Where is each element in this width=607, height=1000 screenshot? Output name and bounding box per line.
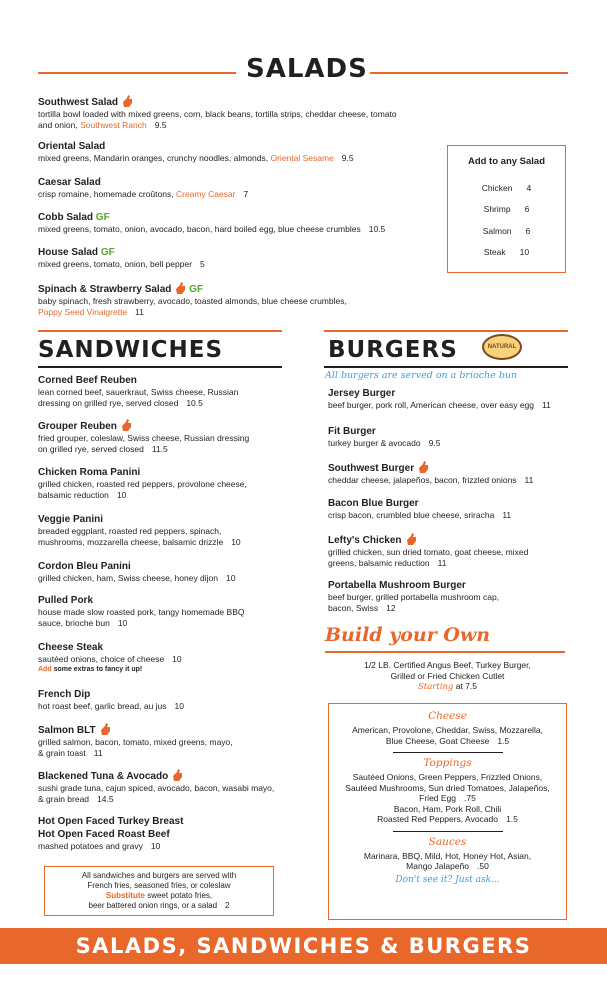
salads-title: SALADS [246, 54, 368, 84]
hand-pointer-icon [121, 94, 133, 108]
item-price: 10 [174, 701, 184, 711]
item-description-cont: balsamic reduction [38, 489, 109, 500]
toppings-line: Fried Egg [419, 793, 457, 803]
item-name: Southwest Salad [38, 97, 119, 108]
hand-pointer-icon [405, 532, 417, 546]
burger-item [328, 532, 578, 568]
salad-item-caesar [38, 176, 438, 200]
toppings-line: Bacon, Ham, Pork Roll, Chili [393, 803, 502, 814]
sandwiches-title: SANDWICHES [38, 337, 224, 363]
item-price: 9.5 [154, 119, 167, 130]
item-price: 11 [135, 306, 144, 317]
sides-note-box [44, 866, 274, 916]
burgers-rule-bottom [324, 366, 568, 368]
footer-banner [0, 928, 607, 964]
sandwich-item [38, 594, 288, 628]
footer-title: SALADS, SANDWICHES & BURGERS [75, 934, 532, 958]
item-price: 10.5 [186, 397, 203, 408]
item-description: lean corned beef, sauerkraut, Swiss cheese, Russian [38, 387, 239, 397]
build-intro [328, 660, 567, 693]
sauces-line: Marinara, BBQ, Mild, Hot, Honey Hot, Asian, [363, 850, 532, 861]
item-description-cont: greens, balsamic reduction [328, 557, 430, 568]
sandwich-item [38, 513, 288, 547]
item-description: turkey burger & avocado [328, 438, 421, 448]
cheese-title: Cheese [428, 710, 467, 722]
item-name: Hot Open Faced Roast Beef [38, 829, 170, 840]
burgers-rule-top [324, 330, 568, 332]
item-price: 10 [116, 489, 127, 500]
addon-price: 10 [519, 247, 530, 258]
item-name: Bacon Blue Burger [328, 498, 419, 509]
item-name: Cordon Bleu Panini [38, 561, 131, 572]
burger-item [328, 387, 578, 411]
item-description: hot roast beef, garlic bread, au jus [38, 701, 167, 711]
addon-price: 6 [525, 225, 531, 236]
sandwich-item [38, 418, 288, 454]
toppings-price: .75 [464, 793, 476, 803]
sides-line: beer battered onion rings, or a salad [88, 901, 218, 910]
hand-pointer-icon [174, 281, 186, 295]
item-description: mixed greens, tomato, onion, bell pepper [38, 259, 193, 269]
item-description: baby spinach, fresh strawberry, avocado, toasted almonds, blue cheese crumbles, [38, 296, 347, 306]
item-price: 11.5 [151, 443, 168, 454]
build-rule [325, 651, 565, 653]
add-to-salad-title: Add to any Salad [467, 156, 546, 167]
gluten-free-badge: GF [95, 212, 110, 223]
dont-see-note: Don't see it? Just ask... [395, 874, 500, 885]
burger-item [328, 579, 578, 613]
sandwich-item [38, 815, 288, 852]
build-intro-line: Grilled or Fried Chicken Cutlet [390, 670, 505, 681]
gluten-free-badge: GF [100, 247, 115, 258]
addon-row [448, 177, 565, 199]
item-price: 11 [93, 747, 103, 758]
item-description-cont: sauce, brioche bun [38, 617, 110, 628]
item-name: Chicken Roma Panini [38, 467, 141, 478]
sandwich-item [38, 688, 288, 712]
starting-label: Starting [417, 682, 454, 692]
cheese-price: 1.5 [497, 735, 510, 746]
sandwiches-rule-top [38, 330, 282, 332]
sandwiches-rule-bottom [38, 366, 282, 368]
sides-line: sweet potato fries, [147, 891, 213, 900]
sandwich-item [38, 641, 288, 675]
salad-item-oriental [38, 140, 438, 164]
item-description-cont: bacon, Swiss [328, 602, 379, 613]
item-description-cont: and onion, [38, 119, 78, 130]
item-name: French Dip [38, 689, 91, 700]
build-your-own-title: Build your Own [325, 624, 491, 646]
item-description: grilled chicken, ham, Swiss cheese, honey dijon [38, 573, 219, 583]
item-price: 14.5 [97, 793, 114, 804]
cheese-line: American, Provolone, Cheddar, Swiss, Mozzarella, [352, 725, 543, 735]
salads-rule-right [370, 72, 568, 74]
addon-name: Salmon [482, 225, 512, 236]
salad-item-cobb [38, 211, 438, 235]
item-name: Grouper Reuben [38, 421, 117, 432]
sauces-price: .50 [477, 861, 489, 871]
addon-row [448, 220, 565, 242]
item-description: breaded eggplant, roasted red peppers, spinach, [38, 526, 222, 536]
sides-line: All sandwiches and burgers are served with [81, 871, 237, 880]
toppings-price: 1.5 [506, 814, 518, 824]
addon-price: 6 [524, 204, 530, 215]
item-description-cont: & grain toast [38, 747, 86, 758]
item-price: 10 [226, 573, 236, 583]
salad-item-house [38, 246, 438, 270]
sandwich-item [38, 374, 288, 408]
item-name: House Salad [38, 247, 99, 258]
item-price: 11 [437, 557, 447, 568]
item-description: house made slow roasted pork, tangy homemade BBQ [38, 607, 245, 617]
addon-row [448, 199, 565, 221]
divider [393, 831, 503, 832]
item-price: 11 [502, 510, 512, 520]
item-price: 5 [200, 259, 205, 269]
hand-pointer-icon [417, 460, 429, 474]
burgers-title: BURGERS [328, 337, 458, 363]
sides-line: French fries, seasoned fries, or coleslaw [87, 881, 231, 890]
item-name: Cobb Salad [38, 212, 94, 223]
item-name: Corned Beef Reuben [38, 375, 137, 386]
add-note-text: some extras to fancy it up! [53, 665, 143, 673]
item-name: Caesar Salad [38, 177, 101, 188]
item-dressing: Southwest Ranch [80, 119, 147, 130]
item-name: Jersey Burger [328, 388, 396, 399]
add-to-salad-box [447, 145, 566, 273]
toppings-line: Sautéed Mushrooms, Sun dried Tomatoes, Jalapeños, [345, 782, 550, 793]
item-description: grilled salmon, bacon, tomato, mixed greens, mayo, [38, 737, 233, 747]
item-description: grilled chicken, sun dried tomato, goat cheese, mixed [328, 547, 529, 557]
natural-badge-label: NATURAL [487, 344, 517, 350]
burger-item [328, 497, 578, 521]
burgers-note: All burgers are served on a brioche bun [325, 370, 518, 381]
salad-item-spinach [38, 281, 438, 317]
item-description: sautéed onions, choice of cheese [38, 654, 165, 664]
item-description: beef burger, pork roll, American cheese, over easy egg [328, 400, 535, 410]
item-price: 10 [117, 617, 128, 628]
sandwich-item [38, 768, 298, 804]
item-price: 9.5 [341, 153, 354, 163]
item-name: Salmon BLT [38, 725, 96, 736]
item-price: 10.5 [368, 224, 386, 234]
item-name: Fit Burger [328, 426, 376, 437]
addon-name: Chicken [481, 182, 513, 193]
item-price: 7 [243, 189, 249, 199]
item-description-cont: on grilled rye, served closed [38, 443, 144, 454]
item-description: mixed greens, tomato, onion, avocado, bacon, hard boiled egg, blue cheese crumbles [38, 224, 361, 234]
item-price: 12 [386, 602, 396, 613]
item-price: 10 [231, 536, 241, 547]
item-description-cont: mushrooms, mozzarella cheese, balsamic drizzle [38, 536, 224, 547]
item-price: 9.5 [428, 438, 441, 448]
item-description: tortilla bowl loaded with mixed greens, corn, black beans, tortilla strips, cheddar cheese, tomato [38, 109, 397, 119]
item-description-cont: dressing on grilled rye, served closed [38, 397, 179, 408]
item-description: mashed potatoes and gravy [38, 841, 143, 851]
item-name: Spinach & Strawberry Salad [38, 284, 172, 295]
salad-item-southwest [38, 94, 438, 130]
build-intro-line: 1/2 LB. Certified Angus Beef, Turkey Burger, [364, 660, 531, 670]
sandwich-item [38, 722, 288, 758]
item-description: crisp romaine, homemade croûtons, [38, 189, 174, 199]
item-price: 11 [542, 400, 551, 410]
item-description: mixed greens, Mandarin oranges, crunchy noodles, almonds, [38, 153, 269, 163]
item-price: 10 [172, 654, 182, 664]
item-name: Veggie Panini [38, 514, 104, 525]
sauces-title: Sauces [428, 835, 467, 848]
item-dressing: Poppy Seed Vinaigrette [38, 306, 128, 317]
addon-price: 4 [526, 182, 532, 193]
hand-pointer-icon [120, 418, 132, 432]
item-dressing: Creamy Caesar [175, 189, 236, 199]
item-description: crisp bacon, crumbled blue cheese, sriracha [328, 510, 495, 520]
item-name: Lefty's Chicken [328, 535, 402, 546]
divider [393, 752, 503, 753]
item-name: Portabella Mushroom Burger [328, 580, 466, 591]
item-description: grilled chicken, roasted red peppers, provolone cheese, [38, 479, 247, 489]
item-description: sushi grade tuna, cajun spiced, avocado, bacon, wasabi mayo, [38, 783, 275, 793]
burger-item [328, 460, 578, 486]
sandwich-item [38, 466, 288, 500]
build-options-box [328, 703, 567, 920]
item-description: beef burger, grilled portabella mushroom cap, [328, 592, 500, 602]
item-description: fried grouper, coleslaw, Swiss cheese, Russian dressing [38, 433, 250, 443]
add-note-label: Add [38, 665, 52, 673]
starting-price: at 7.5 [455, 681, 478, 691]
toppings-line: Sautéed Onions, Green Peppers, Frizzled Onions, [352, 772, 543, 782]
item-name: Cheese Steak [38, 642, 104, 653]
hand-pointer-icon [171, 768, 183, 782]
sandwich-item [38, 560, 288, 584]
addon-row [448, 242, 565, 264]
addon-name: Shrimp [483, 204, 511, 215]
burger-item [328, 425, 578, 449]
cheese-line: Blue Cheese, Goat Cheese [385, 735, 490, 746]
sauces-line: Mango Jalapeño [406, 861, 470, 871]
item-name: Blackened Tuna & Avocado [38, 771, 169, 782]
item-name: Southwest Burger [328, 463, 415, 474]
item-price: 11 [524, 475, 534, 485]
substitute-price: 2 [225, 901, 230, 910]
item-dressing: Oriental Sesame [270, 153, 334, 163]
addon-name: Steak [483, 247, 506, 258]
gluten-free-badge: GF [189, 284, 204, 295]
substitute-label: Substitute [105, 891, 145, 900]
item-name: Pulled Pork [38, 595, 94, 606]
item-name: Hot Open Faced Turkey Breast [38, 816, 184, 827]
natural-badge [482, 334, 522, 360]
hand-pointer-icon [99, 722, 111, 736]
salads-rule-left [38, 72, 236, 74]
toppings-line: Roasted Red Peppers, Avocado [377, 814, 498, 824]
item-description: cheddar cheese, jalapeños, bacon, frizzled onions [328, 475, 517, 485]
item-description-cont: & grain bread [38, 793, 90, 804]
toppings-title: Toppings [423, 757, 472, 769]
item-price: 10 [150, 841, 161, 851]
item-name: Oriental Salad [38, 141, 106, 152]
